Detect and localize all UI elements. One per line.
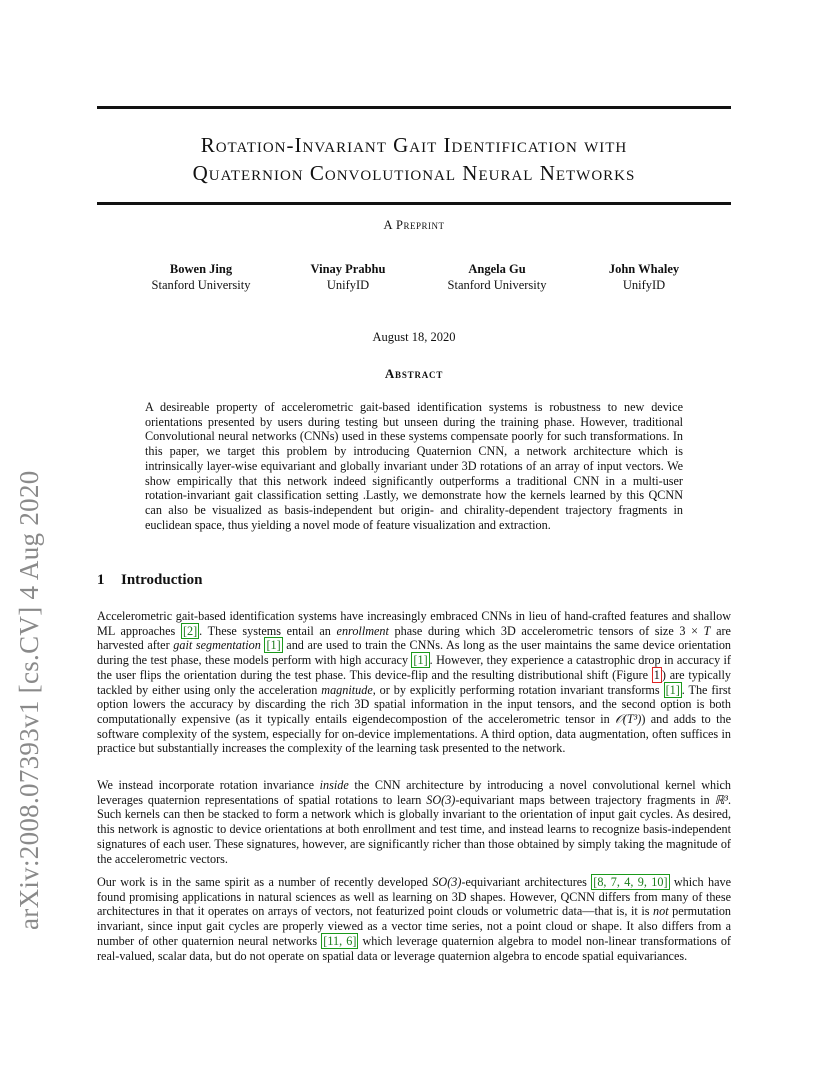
author-4 bbox=[564, 261, 724, 293]
author-name: Vinay Prabhu bbox=[310, 262, 386, 276]
math-expression: SO(3) bbox=[426, 792, 456, 807]
citation-link[interactable]: [1] bbox=[266, 638, 281, 653]
math-expression: 𝒪(T³) bbox=[615, 711, 642, 726]
title-line-2: Quaternion Convolutional Neural Networks bbox=[192, 161, 636, 185]
section-title: Introduction bbox=[121, 572, 203, 588]
title-line-1: Rotation-Invariant Gait Identification with bbox=[200, 133, 628, 157]
text-run: Accelerometric gait-based identification systems have increasingly embraced CNNs in lieu of hand-crafted features and shallow ML approaches bbox=[97, 609, 731, 638]
text-run: We instead incorporate rotation invariance bbox=[97, 778, 320, 792]
math-var: T bbox=[703, 623, 711, 638]
top-rule bbox=[97, 106, 731, 109]
text-run: -equivariant architectures bbox=[461, 875, 592, 889]
math-expression: ℝ³ bbox=[714, 792, 728, 807]
intro-paragraph-3 bbox=[97, 875, 731, 963]
arxiv-stamp: arXiv:2008.07393v1 [cs.CV] 4 Aug 2020 bbox=[14, 470, 44, 930]
citation-link[interactable]: [11, 6] bbox=[323, 933, 357, 948]
text-run: . The first option lowers the accuracy by discarding the rich 3D spatial information in the input tensors, and the second option is both computationally expensive (as it typically entails eigendecompostion of the accelerometric tensor in bbox=[97, 682, 731, 726]
citation-link[interactable]: [8, 7, 4, 9, 10] bbox=[593, 875, 668, 889]
paper-date: August 18, 2020 bbox=[372, 330, 456, 344]
preprint-label: A Preprint bbox=[383, 218, 445, 232]
text-run: -equivariant maps between trajectory fragments in bbox=[455, 792, 715, 807]
text-run: ) are typically tackled by either using only the acceleration bbox=[97, 667, 731, 697]
figure-link[interactable]: 1 bbox=[653, 667, 660, 682]
text-run: ) and adds to the software complexity of the system, especially for on-device implementations. A third option, data augmentation, often suffices in practice but substantially increases the complexity of the learning task presented to the network. bbox=[97, 711, 731, 756]
text-run: are harvested after bbox=[97, 623, 731, 653]
citation-link[interactable]: [1] bbox=[413, 653, 428, 668]
author-1 bbox=[121, 261, 281, 293]
author-affiliation: UnifyID bbox=[326, 278, 370, 292]
emphasis: gait segmentation bbox=[173, 638, 261, 653]
author-name: Angela Gu bbox=[468, 262, 526, 276]
text-run: . Such kernels can then be stacked to form a network which is globally invariant to the orientation of input gait cycles. As desired, this network is agnostic to device orientations at both enrollment and test time, and instead learns to recognize basis-independent signatures of each user. These signatures, however, are significantly richer than those obtained by simply taking the magnitude of the accelerometric vectors. bbox=[97, 792, 731, 866]
author-name: John Whaley bbox=[608, 262, 680, 276]
section-number: 1 bbox=[97, 572, 105, 588]
abstract-text: A desireable property of accelerometric gait-based identification systems is robustness to new device orientations presented by users during testing but unseen during the training phase. However, traditional Convolutional neural networks (CNNs) used in these systems compensate poorly for such transformations. In this paper, we target this problem by introducing Quaternion CNN, a network architecture which is intrinsically layer-wise equivariant and globally invariant under 3D rotations of an array of input vectors. We show empirically that this network indeed significantly outperforms a traditional CNN in a multi-user rotation-invariant gait classification setting .Lastly, we demonstrate how the kernels learned by this QCNN can also be visualized as basis-independent but origin- and chirality-dependent trajectory fragments in euclidean space, thus yielding a novel mode of feature visualization and extraction. bbox=[145, 400, 683, 532]
citation-link[interactable]: [2] bbox=[182, 623, 198, 638]
author-affiliation: Stanford University bbox=[447, 278, 547, 292]
emphasis: enrollment bbox=[336, 623, 389, 638]
text-run: permutation invariant, since input gait cycles are properly viewed as a vector time series, not a point cloud or shape. It also differs from a number of other quaternion neural networks bbox=[97, 904, 732, 948]
author-name: Bowen Jing bbox=[169, 262, 233, 276]
text-run: . However, they experience a catastrophic drop in accuracy if the user flips the orientation during the test phase. This device-flip and the resulting distributional shift (Figure bbox=[97, 653, 731, 682]
emphasis: magnitude bbox=[321, 682, 373, 697]
text-run: , or by explicitly performing rotation invariant transforms bbox=[372, 682, 664, 697]
section-heading bbox=[97, 572, 202, 589]
paper-title bbox=[97, 131, 731, 187]
text-run: the CNN architecture by introducing a novel convolutional kernel which leverages quaternion representations of spatial rotations to learn bbox=[97, 778, 732, 807]
intro-paragraph-1 bbox=[97, 609, 731, 756]
text-run: Our work is in the same spirit as a number of recently developed bbox=[97, 875, 433, 889]
text-run: phase during which 3D accelerometric tensors of size 3 × bbox=[388, 623, 704, 638]
text-run: and are used to train the CNNs. As long as the user maintains the same device orientation during the test phase, these models perform with high accuracy bbox=[97, 638, 732, 668]
text-run: which leverage quaternion algebra to model non-linear transformations of real-valued, scalar data, but do not operate on spatial data or leverage quaternion algebra to encode spatial equivariances. bbox=[97, 933, 731, 963]
text-run: which have found promising applications in natural sciences as well as learning on 3D shapes. However, QCNN differs from many of these architectures in that it operates on arrays of vectors, not featurized point clouds or volumetric data—that is, it is bbox=[97, 875, 731, 919]
author-2 bbox=[268, 261, 428, 293]
author-3 bbox=[417, 261, 577, 293]
math-expression: SO(3) bbox=[432, 875, 462, 889]
emphasis: inside bbox=[319, 778, 349, 792]
intro-paragraph-2 bbox=[97, 778, 731, 866]
author-affiliation: Stanford University bbox=[151, 278, 251, 292]
author-affiliation: UnifyID bbox=[622, 278, 666, 292]
text-run: . These systems entail an bbox=[199, 623, 337, 638]
title-bottom-rule bbox=[97, 202, 731, 205]
abstract-heading: Abstract bbox=[384, 366, 444, 381]
citation-link[interactable]: [1] bbox=[665, 682, 680, 697]
emphasis: not bbox=[653, 904, 669, 919]
